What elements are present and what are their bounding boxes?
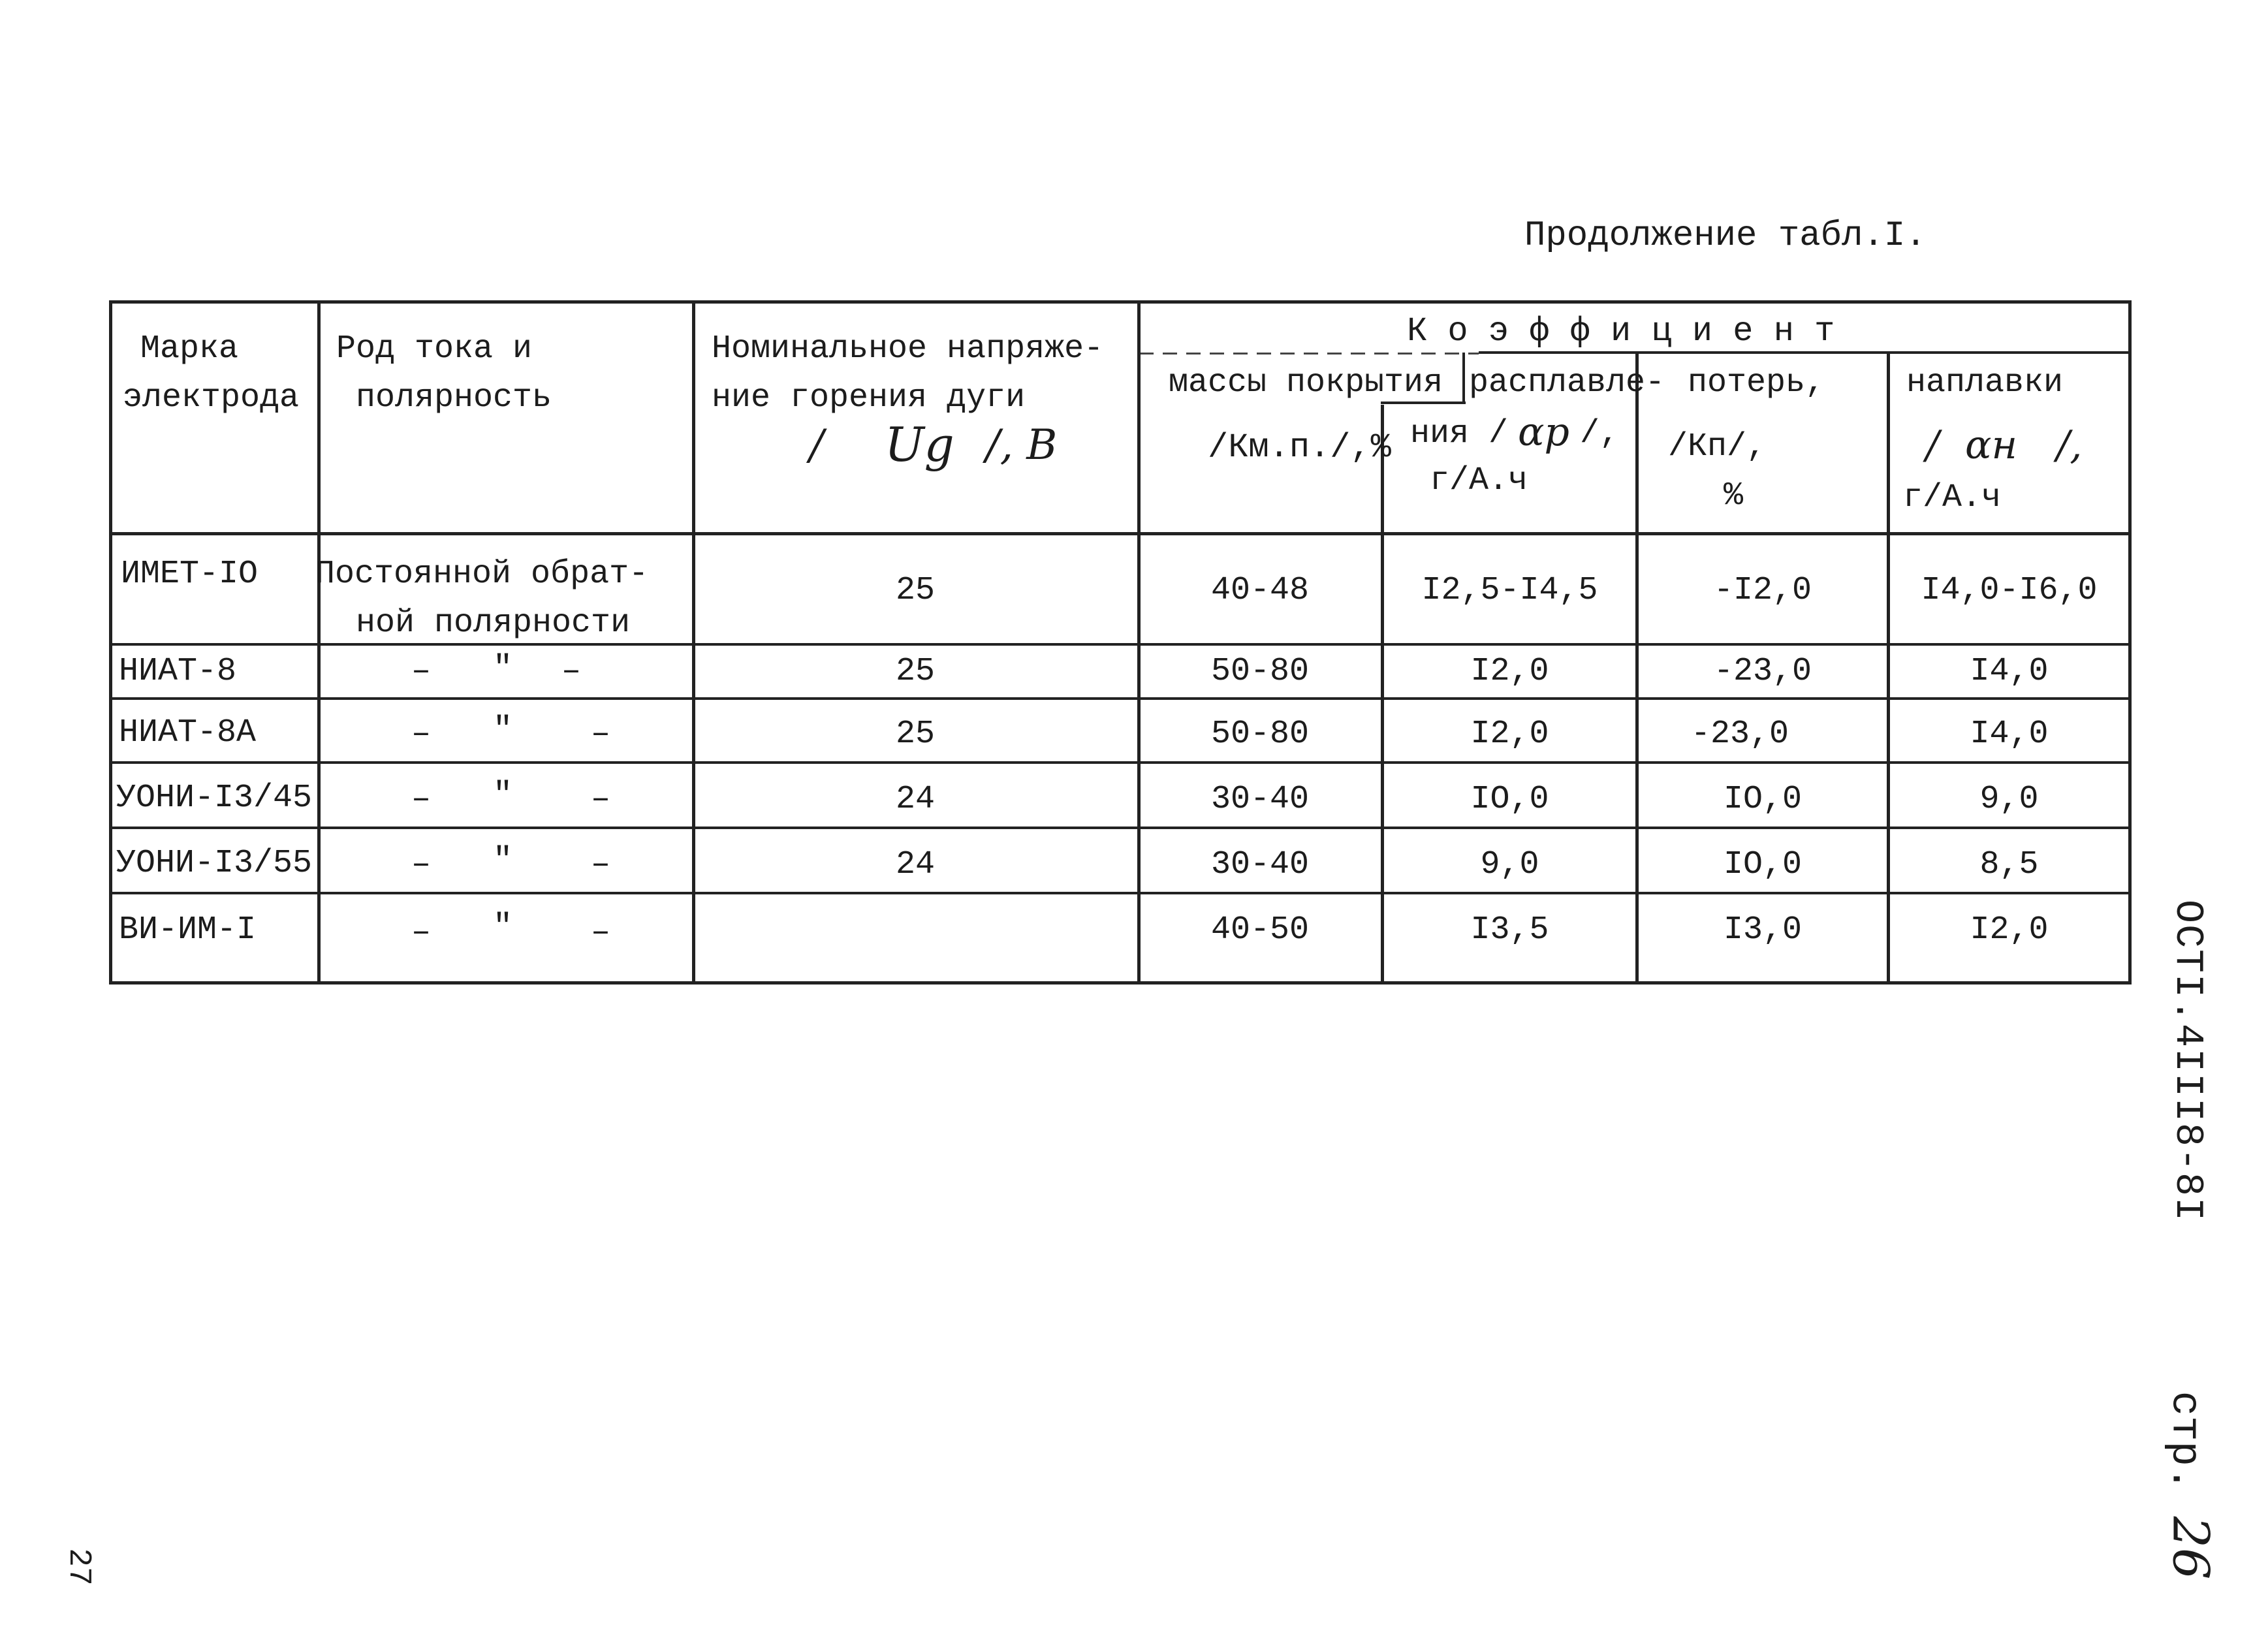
- row1-current-line2: ной полярности: [356, 605, 631, 642]
- header-deposition-slash: /: [1926, 422, 1940, 468]
- row5-current-ditto: ": [493, 842, 513, 879]
- row3-current-dash1: –: [411, 716, 432, 753]
- col-border-right: [2128, 300, 2132, 984]
- row4-coating: 30-40: [1210, 781, 1310, 818]
- row-divider-1: [109, 643, 2131, 646]
- document-code: [2148, 899, 2226, 1223]
- row2-current-dash1: –: [411, 653, 432, 690]
- page-number: [52, 1541, 104, 1593]
- col-border-left: [109, 300, 112, 984]
- header-losses-line1: потерь,: [1688, 364, 1825, 402]
- header-deposition-symbol: αн: [1965, 422, 2018, 468]
- row3-current-dash2: –: [591, 716, 611, 753]
- row4-brand: УОНИ-I3/45: [116, 780, 313, 817]
- header-melting-unit: г/А.ч: [1430, 462, 1528, 499]
- row5-current-dash1: –: [411, 846, 432, 883]
- row6-deposition: I2,0: [1970, 911, 2049, 949]
- row1-voltage: 25: [895, 572, 935, 609]
- header-melting-line2: ния /: [1410, 415, 1509, 452]
- side-page-number: 26: [2162, 1516, 2220, 1580]
- row6-melting: I3,5: [1470, 911, 1549, 949]
- side-page-label: стр.: [2160, 1391, 2208, 1492]
- coef-group-divider-b: [1479, 351, 2132, 354]
- row2-voltage: 25: [895, 653, 935, 690]
- header-melting-symbol: αр: [1518, 409, 1569, 455]
- row3-brand: НИАТ-8А: [119, 714, 257, 751]
- header-melting-suffix: /,: [1580, 415, 1620, 452]
- row3-coating: 50-80: [1210, 716, 1310, 753]
- row5-voltage: 24: [895, 846, 935, 883]
- row2-current-ditto: ": [493, 650, 513, 687]
- row3-losses: -23,0: [1690, 716, 1789, 753]
- header-brand-line2: электрода: [123, 379, 300, 417]
- row1-melting: I2,5-I4,5: [1421, 572, 1598, 609]
- header-deposition-unit: г/А.ч: [1903, 479, 2002, 516]
- row2-melting: I2,0: [1470, 653, 1549, 690]
- header-deposition-line1: наплавки: [1906, 364, 2064, 402]
- table-top-border: [109, 300, 2131, 304]
- side-page-text: [2161, 1391, 2220, 1580]
- document-code-text: ОСТI.4III8-8I: [2165, 899, 2209, 1223]
- header-coating-line1: массы покрытия: [1169, 364, 1443, 402]
- header-bottom-border: [109, 532, 2131, 535]
- header-deposition-suffix: /,: [2056, 422, 2083, 468]
- row5-current-dash2: –: [591, 846, 611, 883]
- continuation-caption: Продолжение табл.I.: [1524, 216, 1927, 256]
- row6-brand: ВИ-ИМ-I: [119, 911, 257, 949]
- header-voltage-line1: Номинальное напряже-: [712, 330, 1104, 368]
- row6-current-dash1: –: [411, 914, 432, 951]
- row5-coating: 30-40: [1210, 846, 1310, 883]
- row2-losses: -23,0: [1713, 653, 1812, 690]
- row3-current-ditto: ": [493, 712, 513, 749]
- header-voltage-unit: /, В: [986, 421, 1058, 469]
- header-current-line2: полярность: [356, 379, 552, 417]
- header-brand-line1: Марка: [140, 330, 239, 368]
- side-page-marker: [2148, 1391, 2233, 1580]
- row4-current-dash2: –: [591, 781, 611, 818]
- row1-current-line1: Постоянной обрат-: [315, 556, 649, 593]
- row5-melting: 9,0: [1480, 846, 1539, 883]
- row1-deposition: I4,0-I6,0: [1921, 572, 2098, 609]
- header-voltage-line2: ние горения дуги: [712, 379, 1026, 417]
- row5-brand: УОНИ-I3/55: [116, 845, 313, 882]
- row2-coating: 50-80: [1210, 653, 1310, 690]
- col-border-4-step: [1381, 402, 1466, 404]
- table-bottom-border: [109, 981, 2131, 984]
- row3-deposition: I4,0: [1970, 716, 2049, 753]
- row4-current-ditto: ": [493, 777, 513, 814]
- row3-melting: I2,0: [1470, 716, 1549, 753]
- col-border-1: [317, 300, 321, 984]
- row2-deposition: I4,0: [1970, 653, 2049, 690]
- header-current-line1: Род тока и: [336, 330, 533, 368]
- coef-group-divider-a: [1139, 353, 1479, 354]
- row4-melting: IO,0: [1470, 781, 1549, 818]
- col-border-4-top: [1462, 353, 1465, 402]
- col-border-4: [1381, 405, 1384, 984]
- row4-losses: IO,0: [1723, 781, 1803, 818]
- row1-losses: -I2,0: [1713, 572, 1812, 609]
- row6-losses: I3,0: [1723, 911, 1803, 949]
- header-losses-line2: /Кп/,: [1668, 428, 1767, 465]
- row-divider-3: [109, 761, 2131, 764]
- row1-brand: ИМЕТ-IO: [121, 556, 259, 593]
- row1-coating: 40-48: [1210, 572, 1310, 609]
- row5-losses: IO,0: [1723, 846, 1803, 883]
- header-voltage-symbol: Ug: [885, 417, 954, 472]
- header-coefficient-group: К о э ф ф и ц и е н т: [1407, 312, 1835, 351]
- header-melting-line1: расплавле-: [1469, 364, 1665, 402]
- row6-current-dash2: –: [591, 914, 611, 951]
- row-divider-5: [109, 892, 2131, 894]
- row6-current-ditto: ": [493, 909, 513, 946]
- row4-voltage: 24: [895, 781, 935, 818]
- row6-coating: 40-50: [1210, 911, 1310, 949]
- row-divider-4: [109, 827, 2131, 829]
- row2-brand: НИАТ-8: [119, 653, 237, 690]
- col-border-2: [692, 300, 695, 984]
- row3-voltage: 25: [895, 716, 935, 753]
- row-divider-2: [109, 697, 2131, 700]
- row4-deposition: 9,0: [1979, 781, 2039, 818]
- row5-deposition: 8,5: [1979, 846, 2039, 883]
- header-losses-unit: %: [1724, 477, 1744, 514]
- row4-current-dash1: –: [411, 781, 432, 818]
- header-voltage-slash: /: [810, 421, 824, 469]
- row2-current-dash2: –: [561, 653, 582, 690]
- header-coating-line2: /Км.п./,%: [1208, 428, 1391, 467]
- col-border-3: [1137, 300, 1141, 984]
- page-number-text: 27: [61, 1548, 96, 1586]
